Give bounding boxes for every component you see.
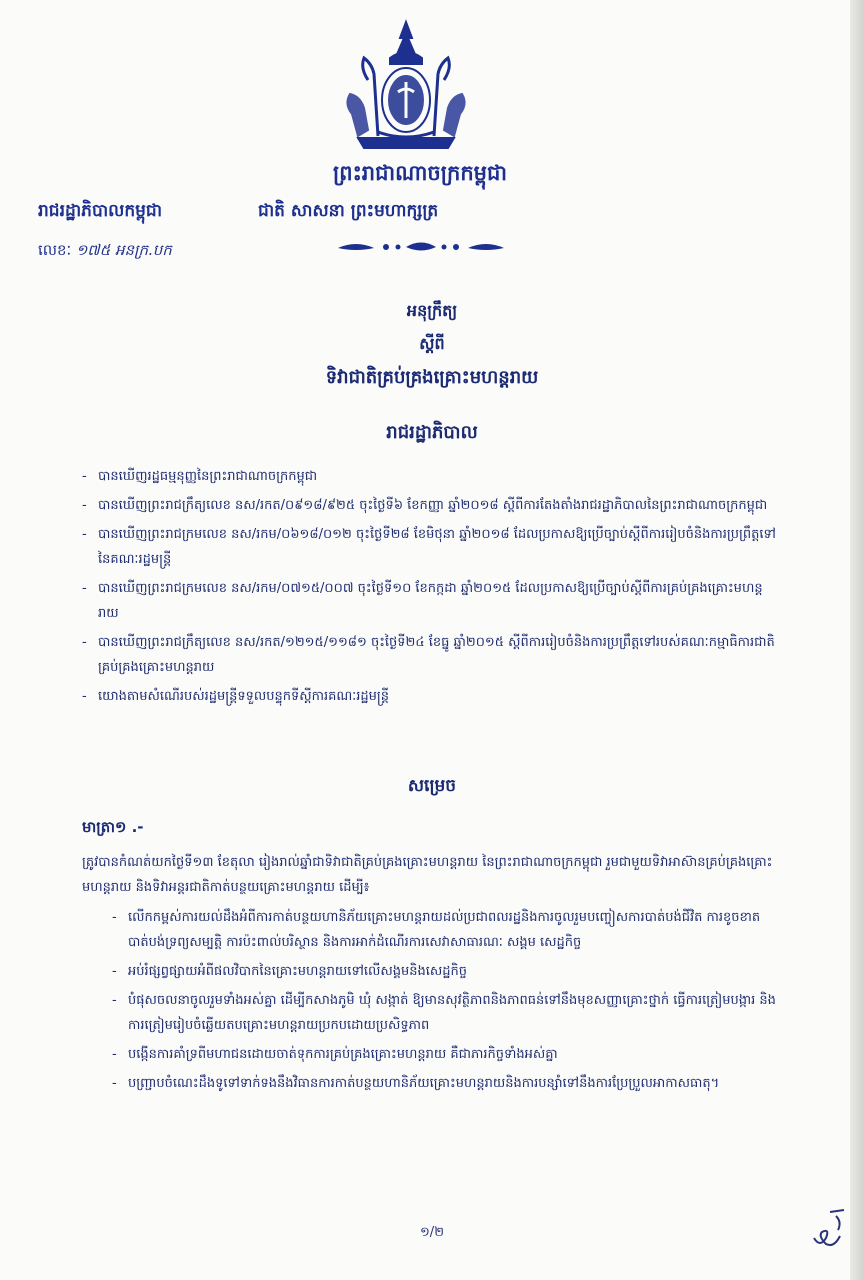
preamble-item: - បានឃើញព្រះរាជក្រឹត្យលេខ នស/រកត/១២១៥/១១៨១ ចុះថ្ងៃទី២៤ ខែធ្នូ ឆ្នាំ២០១៥ ស្តីពីការរៀបចំនិងការប្រព្រឹត្តទៅរបស់គណៈកម្មាធិការជាតិគ្រប់គ្រងគ្រោះមហន្តរាយ [82, 635, 775, 675]
article-point: - លើកកម្ពស់ការយល់ដឹងអំពីការកាត់បន្ថយហានិភ័យគ្រោះមហន្តរាយដល់ប្រជាពលរដ្ឋនិងការចូលរួមបញ្ចៀសការបាត់បង់ជីវិត ការខូចខាតបាត់បង់ទ្រព្យសម្បត្តិ ការប៉ះពាល់បរិស្ថាន និងការអាក់ដំណើរការសេវាសាធារណៈ សង្គម សេដ្ឋកិច្ច [112, 910, 761, 950]
page-number: ១/២ [419, 1225, 445, 1240]
article-point: - បំផុសចលនាចូលរួមទាំងអស់គ្នា ដើម្បីកសាងភូមិ ឃុំ សង្កាត់ ឱ្យមានសុវត្ថិភាពនិងភាពធន់ទៅនឹងមុខសញ្ញាគ្រោះថ្នាក់ ធ្វើការត្រៀមបង្ការ និងការត្រៀមរៀបចំឆ្លើយតបគ្រោះមហន្តរាយប្រកបដោយប្រសិទ្ធភាព [112, 993, 776, 1033]
reference-number: ១៧៥ អនក្រ.បក [75, 241, 172, 259]
handwritten-initial-icon [810, 1208, 848, 1252]
ornament-divider [336, 236, 506, 256]
article-points [112, 905, 782, 1100]
reference-label: លេខៈ [38, 241, 72, 259]
decision-heading: សម្រេច [407, 776, 457, 796]
kingdom-name: ព្រះរាជាណាចក្រកម្ពុជា [332, 161, 507, 185]
article-point: - បញ្ជ្រាបចំណេះដឹងទូទៅទាក់ទងនឹងវិធានការកាត់បន្ថយហានិភ័យគ្រោះមហន្តរាយនិងការបន្សាំទៅនឹងការប្រែប្រួលអាកាសធាតុ។ [112, 1076, 720, 1091]
reference-line [38, 241, 172, 263]
preamble-item: - យោងតាមសំណើរបស់រដ្ឋមន្ត្រីទទួលបន្ទុកទីស្តីការគណៈរដ្ឋមន្ត្រី [82, 689, 390, 704]
page-edge-shadow [850, 0, 864, 1280]
preamble-item: - បានឃើញព្រះរាជក្រឹត្យលេខ នស/រកត/០៩១៨/៩២៥ ចុះថ្ងៃទី៦ ខែកញ្ញា ឆ្នាំ២០១៨ ស្តីពីការតែងតាំងរាជរដ្ឋាភិបាលនៃព្រះរាជាណាចក្រកម្ពុជា [82, 498, 768, 513]
article-label: មាត្រា១ .- [82, 818, 144, 836]
preamble-list [82, 464, 782, 713]
preamble-item: - បានឃើញព្រះរាជក្រមលេខ នស/រកម/០៦១៨/០១២ ចុះថ្ងៃទី២៨ ខែមិថុនា ឆ្នាំ២០១៨ ដែលប្រកាសឱ្យប្រើច្បាប់ស្តីពីការរៀបចំនិងការប្រព្រឹត្តទៅនៃគណៈរដ្ឋមន្ត្រី [82, 527, 776, 567]
preamble-item: - បានឃើញព្រះរាជក្រមលេខ នស/រកម/០៧១៥/០០៧ ចុះថ្ងៃទី១០ ខែកក្កដា ឆ្នាំ២០១៥ ដែលប្រកាសឱ្យប្រើច្បាប់ស្តីពីការគ្រប់គ្រងគ្រោះមហន្តរាយ [82, 581, 763, 621]
issuer-heading: រាជរដ្ឋាភិបាល [386, 422, 478, 443]
article-point: - អប់រំផ្សព្វផ្សាយអំពីផលវិបាកនៃគ្រោះមហន្តរាយទៅលើសង្គមនិងសេដ្ឋកិច្ច [112, 964, 467, 979]
national-motto: ជាតិ សាសនា ព្រះមហាក្សត្រ [258, 201, 439, 221]
government-name: រាជរដ្ឋាភិបាលកម្ពុជា [38, 201, 163, 221]
article-point: - បង្កើនការគាំទ្រពីមហាជនដោយចាត់ទុកការគ្រប់គ្រងគ្រោះមហន្តរាយ គឺជាភារកិច្ចទាំងអស់គ្នា [112, 1047, 558, 1062]
royal-emblem-icon [338, 18, 474, 156]
preamble-item: - បានឃើញរដ្ឋធម្មនុញ្ញនៃព្រះរាជាណាចក្រកម្ពុជា [82, 469, 318, 484]
document-type: អនុក្រឹត្យ [406, 301, 458, 320]
article-body: ត្រូវបានកំណត់យកថ្ងៃទី១៣ ខែតុលា រៀងរាល់ឆ្នាំជាទិវាជាតិគ្រប់គ្រងគ្រោះមហន្តរាយ នៃព្រះរាជាណាចក្រកម្ពុជា រួមជាមួយទិវាអាស៊ានគ្រប់គ្រងគ្រោះមហន្តរាយ និងទិវាអន្តរជាតិកាត់បន្ថយគ្រោះមហន្តរាយ ដើម្បី៖ [82, 855, 773, 895]
document-subject: ទិវាជាតិគ្រប់គ្រងគ្រោះមហន្តរាយ [325, 367, 539, 388]
about-label: ស្តីពី [419, 334, 445, 353]
